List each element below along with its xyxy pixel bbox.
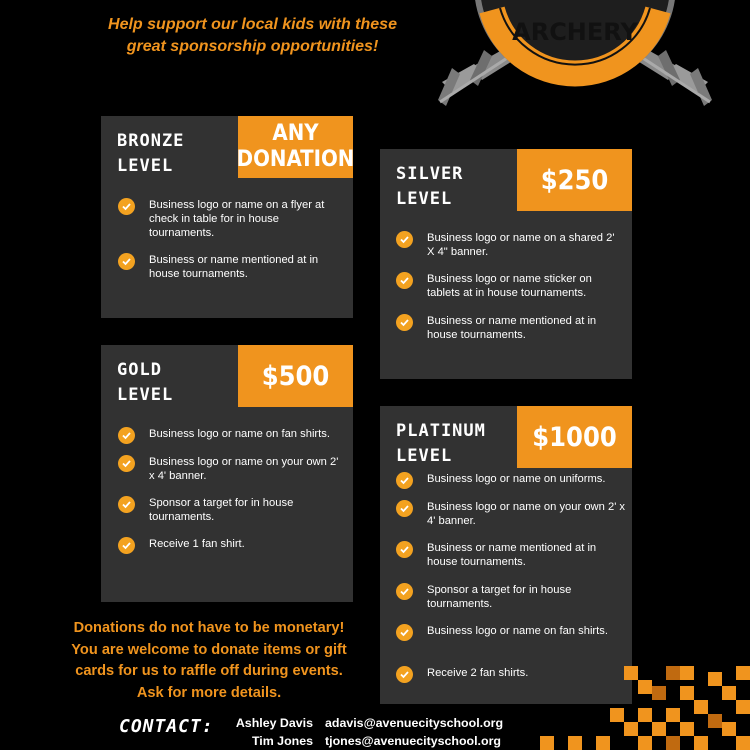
benefit-text: Business or name mentioned at in house tournaments.	[427, 315, 597, 341]
bronze-level-title: BRONZE LEVEL	[117, 131, 185, 176]
intro-line-1: Help support our local kids with these	[108, 16, 397, 33]
benefit-item	[396, 541, 626, 569]
contact-email-link[interactable]: tjones@avenuecityschool.org	[325, 734, 501, 748]
contact-emails	[325, 714, 503, 750]
silver-card	[380, 149, 632, 379]
check-icon	[396, 231, 413, 248]
benefit-item	[118, 253, 343, 281]
silver-price: $250	[517, 149, 632, 211]
benefit-text: Business logo or name on fan shirts.	[427, 625, 608, 637]
benefit-item	[396, 500, 626, 528]
check-icon	[118, 537, 135, 554]
donation-line-3: cards for us to raffle off during events.	[75, 663, 343, 679]
check-icon	[118, 198, 135, 215]
benefit-item	[118, 455, 343, 483]
gold-price: $500	[238, 345, 353, 407]
gold-card	[101, 345, 353, 602]
intro-text	[90, 14, 415, 58]
archery-logo	[430, 0, 720, 140]
benefit-item	[396, 272, 624, 300]
benefit-text: Business logo or name on fan shirts.	[149, 428, 330, 440]
benefit-item	[396, 314, 624, 342]
platinum-price: $1000	[517, 406, 632, 468]
contact-name: Ashley Davis	[235, 716, 313, 730]
check-icon	[396, 583, 413, 600]
benefit-text: Business or name mentioned at in house tournaments.	[427, 542, 597, 568]
benefit-text: Business logo or name on your own 2' x 4' banner.	[427, 501, 626, 527]
intro-line-2: great sponsorship opportunities!	[126, 38, 379, 55]
benefit-item	[396, 583, 626, 611]
contact-name: Tim Jones	[251, 734, 313, 748]
check-icon	[118, 253, 135, 270]
benefit-text: Receive 2 fan shirts.	[427, 667, 529, 679]
logo-text: ARCHERY	[512, 18, 638, 46]
benefit-text: Receive 1 fan shirt.	[149, 538, 245, 550]
benefit-item	[118, 427, 330, 444]
platinum-level-title: PLATINUM LEVEL	[396, 421, 486, 466]
check-icon	[396, 500, 413, 517]
check-icon	[396, 314, 413, 331]
donation-line-4: Ask for more details.	[136, 684, 282, 701]
check-icon	[396, 624, 413, 641]
platinum-card	[380, 406, 632, 704]
bronze-price: ANY DONATION	[238, 116, 353, 178]
benefit-text: Business logo or name on a flyer at check in table for in house tournaments.	[149, 199, 325, 239]
contact-label: CONTACT:	[119, 716, 214, 737]
donation-note	[55, 618, 363, 704]
check-icon	[396, 666, 413, 683]
benefit-item	[396, 624, 608, 641]
check-icon	[118, 496, 135, 513]
benefit-text: Sponsor a target for in house tournaments.	[427, 584, 572, 610]
benefit-text: Business logo or name on your own 2' x 4' banner.	[149, 456, 339, 482]
pixel-pattern-decoration	[540, 666, 750, 750]
donation-line-1: Donations do not have to be monetary!	[73, 620, 345, 636]
check-icon	[396, 472, 413, 489]
contact-names	[225, 714, 313, 750]
benefit-text: Business logo or name sticker on tablets at in house tournaments.	[427, 273, 592, 299]
benefit-item	[118, 537, 245, 554]
check-icon	[396, 272, 413, 289]
benefit-item	[396, 231, 624, 259]
benefit-item	[118, 496, 343, 524]
check-icon	[396, 541, 413, 558]
benefit-item	[118, 198, 343, 240]
donation-line-2: You are welcome to donate items or gift	[71, 641, 347, 658]
benefit-text: Business or name mentioned at in house tournaments.	[149, 254, 319, 280]
check-icon	[118, 427, 135, 444]
bronze-card	[101, 116, 353, 318]
benefit-item	[396, 472, 605, 489]
benefit-text: Sponsor a target for in house tournaments.	[149, 497, 294, 523]
silver-level-title: SILVER LEVEL	[396, 164, 464, 209]
benefit-item	[396, 666, 528, 683]
benefit-text: Business logo or name on a shared 2' X 4" banner.	[427, 232, 615, 258]
contact-email-link[interactable]: adavis@avenuecityschool.org	[325, 716, 504, 730]
check-icon	[118, 455, 135, 472]
benefit-text: Business logo or name on uniforms.	[427, 473, 606, 485]
emblem-icon	[477, 0, 673, 83]
gold-level-title: GOLD LEVEL	[117, 360, 174, 405]
